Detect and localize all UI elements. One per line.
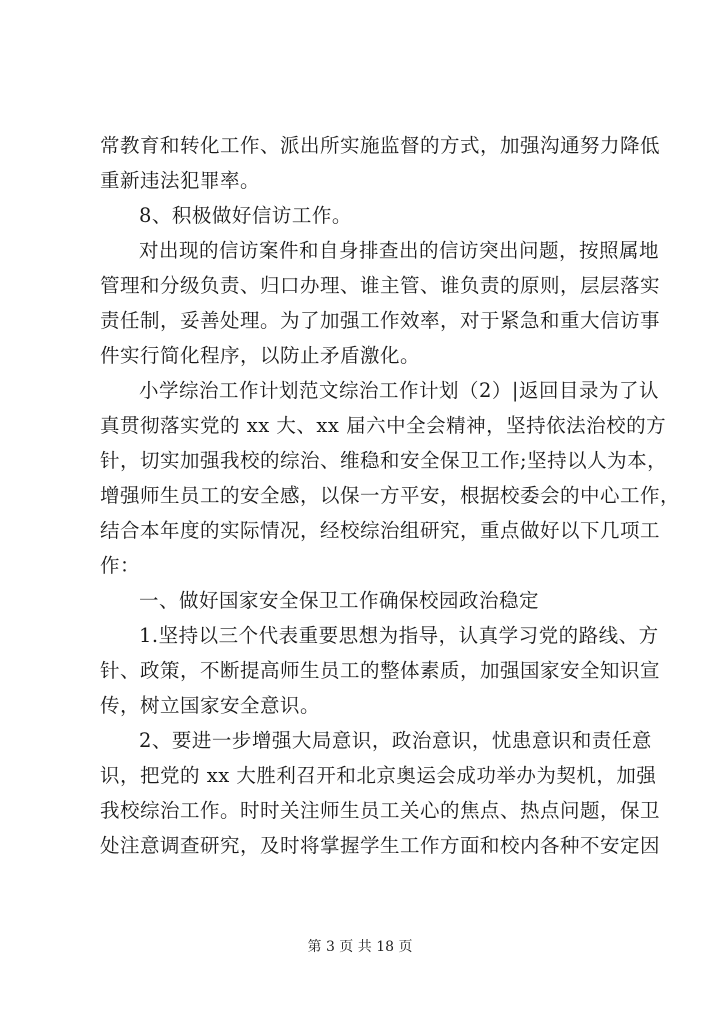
text-line: 2、要进一步增强大局意识，政治意识，忧患意识和责任意 — [139, 729, 652, 752]
text-line: 管理和分级负责、归口办理、谁主管、谁负责的原则，层层落实 — [100, 274, 661, 297]
text-line: 传，树立国家安全意识。 — [100, 694, 321, 717]
text-line: 作： — [100, 554, 141, 577]
paragraph-7 — [100, 723, 660, 863]
text-line: 针、政策，不断提高师生员工的整体素质，加强国家安全知识宣 — [100, 659, 661, 682]
text-line: 结合本年度的实际情况，经校综治组研究，重点做好以下几项工 — [100, 519, 661, 542]
text-line: 处注意调查研究，及时将掌握学生工作方面和校内各种不安定因 — [100, 834, 661, 857]
text-line: 小学综治工作计划范文综治工作计划（2）|返回目录为了认 — [139, 379, 659, 402]
text-line: 对出现的信访案件和自身排查出的信访突出问题，按照属地 — [139, 239, 660, 262]
text-line: 责任制，妥善处理。为了加强工作效率，对于紧急和重大信访事 — [100, 309, 661, 332]
paragraph-4 — [100, 373, 681, 583]
section-heading — [100, 583, 660, 618]
text-line: 针，切实加强我校的综治、维稳和安全保卫工作;坚持以人为本， — [100, 449, 668, 472]
text-line: 真贯彻落实党的 xx 大、xx 届六中全会精神，坚持依法治校的方 — [100, 414, 667, 437]
document-body — [100, 128, 681, 863]
text-line: 我校综治工作。时时关注师生员工关心的焦点、热点问题，保卫 — [100, 799, 661, 822]
paragraph-1 — [100, 128, 660, 198]
text-line: 8、积极做好信访工作。 — [139, 204, 352, 227]
text-line: 增强师生员工的安全感，以保一方平安，根据校委会的中心工作， — [100, 484, 681, 507]
paragraph-2-heading — [100, 198, 660, 233]
text-line: 重新违法犯罪率。 — [100, 169, 261, 192]
paragraph-3 — [100, 233, 660, 373]
text-line: 常教育和转化工作、派出所实施监督的方式，加强沟通努力降低 — [100, 134, 661, 157]
text-line: 件实行简化程序，以防止矛盾激化。 — [100, 344, 421, 367]
text-line: 一、做好国家安全保卫工作确保校园政治稳定 — [139, 589, 540, 612]
paragraph-6 — [100, 618, 660, 723]
text-line: 1.坚持以三个代表重要思想为指导，认真学习党的路线、方 — [139, 624, 659, 647]
text-line: 识，把党的 xx 大胜利召开和北京奥运会成功举办为契机，加强 — [100, 764, 657, 787]
page-number-footer: 第 3 页 共 18 页 — [307, 939, 413, 955]
